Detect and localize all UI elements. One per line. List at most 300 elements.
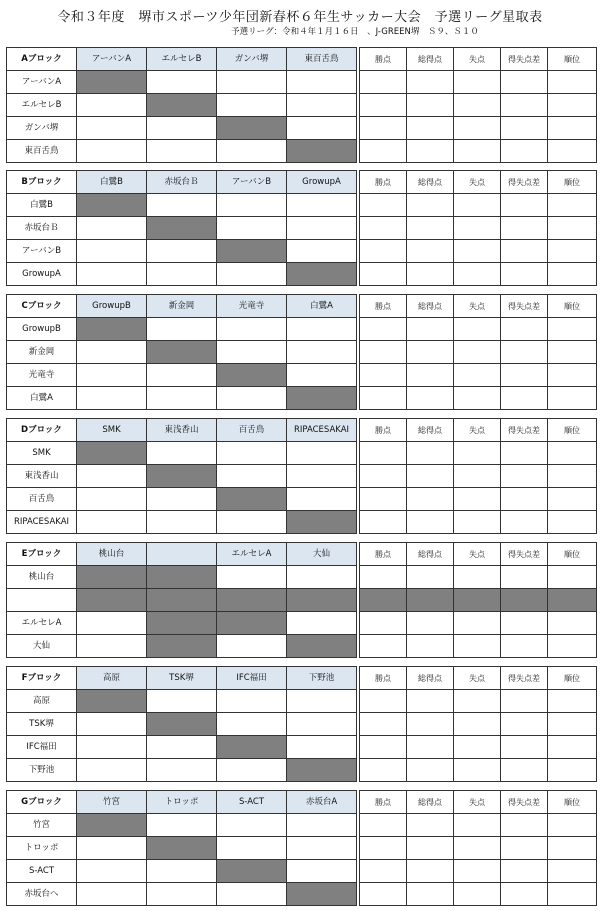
result-cell[interactable] — [77, 511, 147, 534]
stat-cell[interactable] — [501, 837, 548, 860]
result-cell[interactable] — [287, 240, 357, 263]
result-cell[interactable] — [287, 71, 357, 94]
stat-cell[interactable] — [548, 263, 597, 286]
shaded-cell — [147, 612, 217, 635]
stat-column-header: 勝点 — [360, 295, 407, 318]
stat-cell[interactable] — [501, 612, 548, 635]
result-cell[interactable] — [287, 860, 357, 883]
stat-cell[interactable] — [454, 71, 501, 94]
header-row — [7, 171, 597, 194]
stat-cell[interactable] — [548, 71, 597, 94]
stat-cell[interactable] — [501, 387, 548, 410]
result-cell[interactable] — [217, 263, 287, 286]
stat-cell[interactable] — [360, 837, 407, 860]
stat-cell[interactable] — [548, 814, 597, 837]
stat-cell[interactable] — [454, 263, 501, 286]
stat-cell[interactable] — [407, 71, 454, 94]
stat-cell[interactable] — [548, 736, 597, 759]
shaded-cell — [217, 612, 287, 635]
stat-cell[interactable] — [360, 488, 407, 511]
result-cell[interactable] — [217, 713, 287, 736]
shaded-cell — [287, 387, 357, 410]
stat-cell[interactable] — [360, 240, 407, 263]
stat-cell[interactable] — [407, 263, 454, 286]
result-cell[interactable] — [287, 814, 357, 837]
stat-cell[interactable] — [548, 488, 597, 511]
stat-cell[interactable] — [407, 240, 454, 263]
team-row — [7, 240, 597, 263]
stat-column-header: 順位 — [548, 667, 597, 690]
stat-cell[interactable] — [360, 140, 407, 163]
row-team-name: 東百舌鳥 — [7, 140, 77, 163]
row-team-name: 百舌鳥 — [7, 488, 77, 511]
stat-cell[interactable] — [454, 488, 501, 511]
team-column-header: 桃山台 — [77, 543, 147, 566]
stat-cell[interactable] — [454, 814, 501, 837]
result-cell[interactable] — [147, 690, 217, 713]
result-cell[interactable] — [217, 217, 287, 240]
result-cell[interactable] — [217, 318, 287, 341]
result-cell[interactable] — [77, 488, 147, 511]
stat-cell[interactable] — [548, 612, 597, 635]
result-cell[interactable] — [287, 736, 357, 759]
stat-cell[interactable] — [360, 364, 407, 387]
stat-cell[interactable] — [407, 883, 454, 906]
stat-cell[interactable] — [501, 240, 548, 263]
shaded-cell — [217, 736, 287, 759]
team-row — [7, 488, 597, 511]
stat-cell[interactable] — [407, 465, 454, 488]
stat-cell[interactable] — [407, 387, 454, 410]
result-cell[interactable] — [147, 71, 217, 94]
team-column-header: トロッポ — [147, 791, 217, 814]
result-cell[interactable] — [287, 713, 357, 736]
stat-cell[interactable] — [501, 814, 548, 837]
result-cell[interactable] — [287, 217, 357, 240]
team-column-header: アーバンA — [77, 48, 147, 71]
stat-cell[interactable] — [454, 465, 501, 488]
result-cell[interactable] — [217, 759, 287, 782]
row-team-name: 白鷺A — [7, 387, 77, 410]
stat-cell[interactable] — [548, 117, 597, 140]
stat-cell[interactable] — [360, 263, 407, 286]
stat-cell[interactable] — [407, 194, 454, 217]
result-cell[interactable] — [217, 511, 287, 534]
stat-cell[interactable] — [501, 94, 548, 117]
stat-cell[interactable] — [360, 690, 407, 713]
result-cell[interactable] — [147, 860, 217, 883]
result-cell[interactable] — [147, 442, 217, 465]
stat-cell[interactable] — [360, 194, 407, 217]
team-column-header: 百舌鳥 — [217, 419, 287, 442]
block-name: Eブロック — [7, 543, 77, 566]
team-row — [7, 759, 597, 782]
stat-cell[interactable] — [407, 837, 454, 860]
result-cell[interactable] — [77, 240, 147, 263]
result-cell[interactable] — [217, 341, 287, 364]
stat-cell[interactable] — [360, 217, 407, 240]
stat-cell[interactable] — [454, 690, 501, 713]
result-cell[interactable] — [287, 465, 357, 488]
stat-column-header: 順位 — [548, 48, 597, 71]
result-cell[interactable] — [77, 387, 147, 410]
stat-column-header: 勝点 — [360, 48, 407, 71]
result-cell[interactable] — [287, 94, 357, 117]
stat-cell[interactable] — [407, 217, 454, 240]
stat-cell[interactable] — [360, 612, 407, 635]
row-team-name: RIPACESAKAI — [7, 511, 77, 534]
stat-cell[interactable] — [454, 837, 501, 860]
stat-cell[interactable] — [501, 759, 548, 782]
result-cell[interactable] — [217, 690, 287, 713]
result-cell[interactable] — [147, 140, 217, 163]
stat-cell[interactable] — [548, 690, 597, 713]
stat-cell[interactable] — [454, 140, 501, 163]
league-block — [6, 790, 596, 906]
stat-cell[interactable] — [548, 511, 597, 534]
result-cell[interactable] — [217, 465, 287, 488]
stat-cell[interactable] — [454, 364, 501, 387]
result-cell[interactable] — [147, 240, 217, 263]
stat-column-header: 順位 — [548, 543, 597, 566]
stat-cell[interactable] — [548, 318, 597, 341]
stat-cell[interactable] — [454, 387, 501, 410]
stat-cell[interactable] — [548, 837, 597, 860]
result-cell[interactable] — [77, 837, 147, 860]
team-row — [7, 736, 597, 759]
stat-cell[interactable] — [501, 364, 548, 387]
stat-column-header: 勝点 — [360, 171, 407, 194]
result-cell[interactable] — [287, 837, 357, 860]
stat-cell[interactable] — [454, 860, 501, 883]
stat-cell[interactable] — [454, 341, 501, 364]
stat-cell[interactable] — [407, 736, 454, 759]
stat-cell[interactable] — [360, 759, 407, 782]
stat-cell[interactable] — [360, 736, 407, 759]
stat-cell[interactable] — [360, 387, 407, 410]
result-cell[interactable] — [147, 117, 217, 140]
stat-cell[interactable] — [454, 442, 501, 465]
row-team-name: 高原 — [7, 690, 77, 713]
stat-cell[interactable] — [548, 442, 597, 465]
result-cell[interactable] — [77, 217, 147, 240]
stat-cell[interactable] — [501, 736, 548, 759]
stat-cell[interactable] — [360, 511, 407, 534]
stat-cell[interactable] — [548, 759, 597, 782]
row-team-name: 東浅香山 — [7, 465, 77, 488]
stat-column-header: 総得点 — [407, 419, 454, 442]
shaded-cell — [77, 71, 147, 94]
team-row — [7, 117, 597, 140]
stat-cell[interactable] — [548, 364, 597, 387]
shaded-cell — [77, 814, 147, 837]
team-column-header: IFC福田 — [217, 667, 287, 690]
result-cell[interactable] — [217, 883, 287, 906]
team-row — [7, 589, 597, 612]
result-cell[interactable] — [287, 341, 357, 364]
shaded-cell — [217, 589, 287, 612]
stat-cell[interactable] — [407, 318, 454, 341]
shaded-cell — [147, 465, 217, 488]
page-subtitle: 予選リーグ：令和４年１月１６日 、J-GREEN堺 Ｓ９、Ｓ１０ — [231, 27, 479, 37]
result-cell[interactable] — [147, 736, 217, 759]
result-cell[interactable] — [77, 117, 147, 140]
team-column-header: 白鷺B — [77, 171, 147, 194]
stat-cell[interactable] — [501, 217, 548, 240]
stat-cell[interactable] — [407, 364, 454, 387]
team-row — [7, 713, 597, 736]
league-block — [6, 294, 596, 410]
result-cell[interactable] — [287, 690, 357, 713]
stat-cell[interactable] — [454, 318, 501, 341]
stat-cell[interactable] — [454, 94, 501, 117]
row-team-name: S-ACT — [7, 860, 77, 883]
result-cell[interactable] — [147, 883, 217, 906]
result-cell[interactable] — [217, 194, 287, 217]
stat-cell[interactable] — [548, 387, 597, 410]
row-team-name — [7, 589, 77, 612]
stat-cell[interactable] — [454, 194, 501, 217]
stat-cell[interactable] — [454, 713, 501, 736]
team-row — [7, 94, 597, 117]
stat-cell[interactable] — [501, 511, 548, 534]
result-cell[interactable] — [77, 860, 147, 883]
stat-cell[interactable] — [454, 883, 501, 906]
stat-cell[interactable] — [548, 194, 597, 217]
stat-cell[interactable] — [548, 465, 597, 488]
stat-cell[interactable] — [454, 736, 501, 759]
stat-column-header: 勝点 — [360, 791, 407, 814]
stat-cell[interactable] — [407, 814, 454, 837]
team-column-header: 赤坂台A — [287, 791, 357, 814]
stat-cell[interactable] — [407, 759, 454, 782]
result-cell[interactable] — [287, 488, 357, 511]
stat-cell[interactable] — [501, 117, 548, 140]
stat-cell[interactable] — [454, 566, 501, 589]
stat-column-header: 順位 — [548, 295, 597, 318]
shaded-cell — [287, 883, 357, 906]
result-cell[interactable] — [217, 837, 287, 860]
stat-cell[interactable] — [360, 442, 407, 465]
stat-cell[interactable] — [501, 442, 548, 465]
result-cell[interactable] — [77, 736, 147, 759]
team-row — [7, 387, 597, 410]
team-row — [7, 442, 597, 465]
result-cell[interactable] — [217, 140, 287, 163]
stat-cell[interactable] — [407, 442, 454, 465]
league-table — [6, 666, 597, 782]
stat-cell[interactable] — [360, 117, 407, 140]
result-cell[interactable] — [147, 194, 217, 217]
row-team-name: アーバンB — [7, 240, 77, 263]
stat-cell[interactable] — [501, 318, 548, 341]
shaded-cell — [548, 589, 597, 612]
result-cell[interactable] — [77, 713, 147, 736]
result-cell[interactable] — [287, 364, 357, 387]
header-row — [7, 791, 597, 814]
stat-cell[interactable] — [501, 713, 548, 736]
row-team-name: TSK堺 — [7, 713, 77, 736]
stat-column-header: 得失点差 — [501, 791, 548, 814]
result-cell[interactable] — [287, 566, 357, 589]
stat-cell[interactable] — [548, 217, 597, 240]
stat-cell[interactable] — [360, 814, 407, 837]
result-cell[interactable] — [217, 566, 287, 589]
stat-cell[interactable] — [407, 140, 454, 163]
stat-cell[interactable] — [501, 566, 548, 589]
stat-column-header: 得失点差 — [501, 171, 548, 194]
result-cell[interactable] — [77, 883, 147, 906]
stat-cell[interactable] — [548, 635, 597, 658]
result-cell[interactable] — [77, 759, 147, 782]
stat-cell[interactable] — [360, 341, 407, 364]
stat-cell[interactable] — [501, 860, 548, 883]
result-cell[interactable] — [147, 364, 217, 387]
stat-cell[interactable] — [407, 341, 454, 364]
result-cell[interactable] — [287, 612, 357, 635]
shaded-cell — [501, 589, 548, 612]
stat-cell[interactable] — [548, 140, 597, 163]
shaded-cell — [147, 635, 217, 658]
result-cell[interactable] — [77, 341, 147, 364]
team-column-header: GrowupA — [287, 171, 357, 194]
shaded-cell — [287, 759, 357, 782]
team-row — [7, 140, 597, 163]
result-cell[interactable] — [147, 814, 217, 837]
result-cell[interactable] — [77, 94, 147, 117]
stat-column-header: 総得点 — [407, 791, 454, 814]
stat-cell[interactable] — [407, 612, 454, 635]
result-cell[interactable] — [77, 263, 147, 286]
team-column-header: エルセレB — [147, 48, 217, 71]
stat-cell[interactable] — [454, 217, 501, 240]
stat-cell[interactable] — [548, 240, 597, 263]
result-cell[interactable] — [287, 117, 357, 140]
stat-cell[interactable] — [407, 117, 454, 140]
stat-cell[interactable] — [548, 566, 597, 589]
stat-cell[interactable] — [407, 94, 454, 117]
league-table — [6, 542, 597, 658]
result-cell[interactable] — [217, 814, 287, 837]
stat-cell[interactable] — [501, 194, 548, 217]
result-cell[interactable] — [147, 318, 217, 341]
result-cell[interactable] — [217, 387, 287, 410]
stat-cell[interactable] — [360, 713, 407, 736]
stat-cell[interactable] — [407, 860, 454, 883]
stat-cell[interactable] — [501, 263, 548, 286]
stat-cell[interactable] — [454, 511, 501, 534]
result-cell[interactable] — [147, 488, 217, 511]
stat-cell[interactable] — [501, 635, 548, 658]
team-column-header: 白鷺A — [287, 295, 357, 318]
stat-cell[interactable] — [360, 883, 407, 906]
result-cell[interactable] — [287, 194, 357, 217]
block-name: Dブロック — [7, 419, 77, 442]
shaded-cell — [287, 511, 357, 534]
stat-cell[interactable] — [407, 511, 454, 534]
stat-cell[interactable] — [501, 140, 548, 163]
result-cell[interactable] — [77, 465, 147, 488]
stat-cell[interactable] — [407, 713, 454, 736]
team-column-header: 竹宮 — [77, 791, 147, 814]
stat-cell[interactable] — [360, 94, 407, 117]
block-name: Gブロック — [7, 791, 77, 814]
team-row — [7, 217, 597, 240]
stat-cell[interactable] — [548, 713, 597, 736]
stat-cell[interactable] — [501, 465, 548, 488]
result-cell[interactable] — [217, 71, 287, 94]
stat-column-header: 総得点 — [407, 171, 454, 194]
result-cell[interactable] — [217, 635, 287, 658]
stat-column-header: 得失点差 — [501, 48, 548, 71]
stat-cell[interactable] — [548, 341, 597, 364]
shaded-cell — [77, 566, 147, 589]
team-row — [7, 511, 597, 534]
team-row — [7, 263, 597, 286]
stat-cell[interactable] — [360, 635, 407, 658]
stat-cell[interactable] — [360, 71, 407, 94]
stat-cell[interactable] — [360, 860, 407, 883]
result-cell[interactable] — [217, 94, 287, 117]
row-team-name: 赤坂台へ — [7, 883, 77, 906]
stat-column-header: 総得点 — [407, 543, 454, 566]
stat-cell[interactable] — [501, 71, 548, 94]
stat-cell[interactable] — [407, 635, 454, 658]
stat-cell[interactable] — [548, 860, 597, 883]
stat-cell[interactable] — [454, 612, 501, 635]
stat-cell[interactable] — [501, 341, 548, 364]
stat-cell[interactable] — [501, 883, 548, 906]
row-team-name: 白鷺B — [7, 194, 77, 217]
result-cell[interactable] — [77, 635, 147, 658]
stat-cell[interactable] — [407, 488, 454, 511]
team-row — [7, 635, 597, 658]
stat-cell[interactable] — [548, 94, 597, 117]
result-cell[interactable] — [147, 511, 217, 534]
stat-column-header: 順位 — [548, 419, 597, 442]
page-title: 令和３年度 堺市スポーツ少年団新春杯６年生サッカー大会 予選リーグ星取表 — [57, 10, 543, 25]
result-cell[interactable] — [217, 442, 287, 465]
result-cell[interactable] — [147, 387, 217, 410]
result-cell[interactable] — [77, 364, 147, 387]
result-cell[interactable] — [77, 140, 147, 163]
stat-cell[interactable] — [501, 488, 548, 511]
result-cell[interactable] — [287, 442, 357, 465]
result-cell[interactable] — [147, 263, 217, 286]
stat-cell[interactable] — [548, 883, 597, 906]
result-cell[interactable] — [147, 759, 217, 782]
shaded-cell — [217, 240, 287, 263]
row-team-name: GrowupB — [7, 318, 77, 341]
stat-column-header: 総得点 — [407, 667, 454, 690]
stat-cell[interactable] — [360, 566, 407, 589]
stat-cell[interactable] — [407, 690, 454, 713]
stat-cell[interactable] — [360, 465, 407, 488]
stat-cell[interactable] — [454, 759, 501, 782]
shaded-cell — [287, 635, 357, 658]
shaded-cell — [77, 589, 147, 612]
stat-column-header: 失点 — [454, 419, 501, 442]
stat-cell[interactable] — [407, 566, 454, 589]
stat-cell[interactable] — [454, 117, 501, 140]
result-cell[interactable] — [77, 612, 147, 635]
stat-cell[interactable] — [454, 240, 501, 263]
stat-column-header: 失点 — [454, 791, 501, 814]
stat-cell[interactable] — [454, 635, 501, 658]
result-cell[interactable] — [287, 318, 357, 341]
stat-cell[interactable] — [360, 318, 407, 341]
stat-cell[interactable] — [501, 690, 548, 713]
